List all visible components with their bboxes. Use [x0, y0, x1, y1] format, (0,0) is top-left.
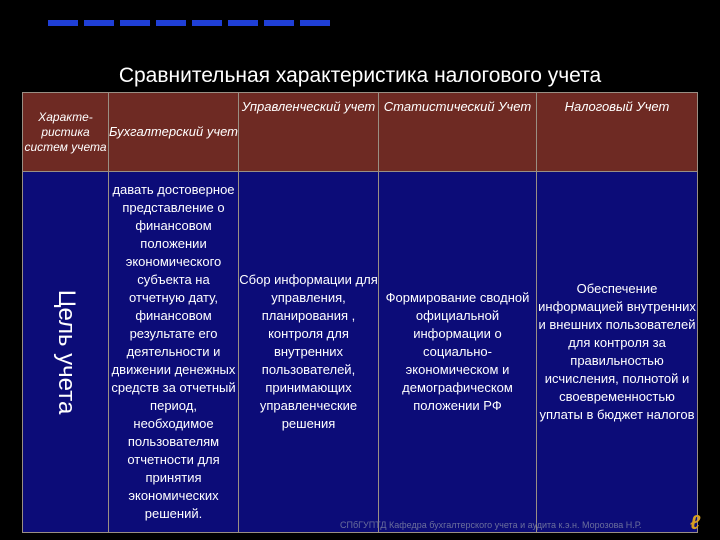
deco-bar	[48, 20, 78, 26]
purpose-row	[23, 172, 698, 533]
row-label: Цель учета	[52, 289, 80, 415]
deco-bar	[300, 20, 330, 26]
header-tax: Налоговый Учет	[537, 93, 698, 172]
slide-title: Сравнительная характеристика налогового учета	[118, 64, 602, 87]
cell-tax: Обеспечение информацией внутренних и внешних пользователей для контроля за правильностью исчисления, полнотой и своевременностью уплаты в бюджет налогов	[537, 172, 698, 533]
comparison-table	[22, 92, 701, 534]
deco-bar	[156, 20, 186, 26]
deco-bar	[228, 20, 258, 26]
header-management: Управленческий учет	[239, 93, 379, 172]
header-row	[23, 93, 698, 172]
deco-bar	[192, 20, 222, 26]
cell-accounting: давать достоверное представление о финансовом положении экономического субъекта на отчетную дату, финансовом результате его деятельности и движении денежных средств за отчетный период, необходимое пользователям отчетности для принятия экономических решений.	[109, 172, 239, 533]
footer-credit: СПбГУПТД Кафедра бухгалтерского учета и аудита к.э.н. Морозова Н.Р.	[340, 520, 642, 530]
row-label-cell	[23, 172, 109, 533]
cell-management: Сбор информации для управления, планирования , контроля для внутренних пользователей, принимающих управленческие решения	[239, 172, 379, 533]
deco-bar	[120, 20, 150, 26]
header-characteristic: Характе-ристика систем учета	[23, 93, 109, 172]
deco-bar	[84, 20, 114, 26]
header-accounting: Бухгалтерский учет	[109, 93, 239, 172]
deco-bar	[264, 20, 294, 26]
logo-icon: ℓ	[690, 512, 701, 534]
header-statistical: Статистический Учет	[379, 93, 537, 172]
cell-statistical: Формирование сводной официальной информации о социально-экономическом и демографическом положении РФ	[379, 172, 537, 533]
